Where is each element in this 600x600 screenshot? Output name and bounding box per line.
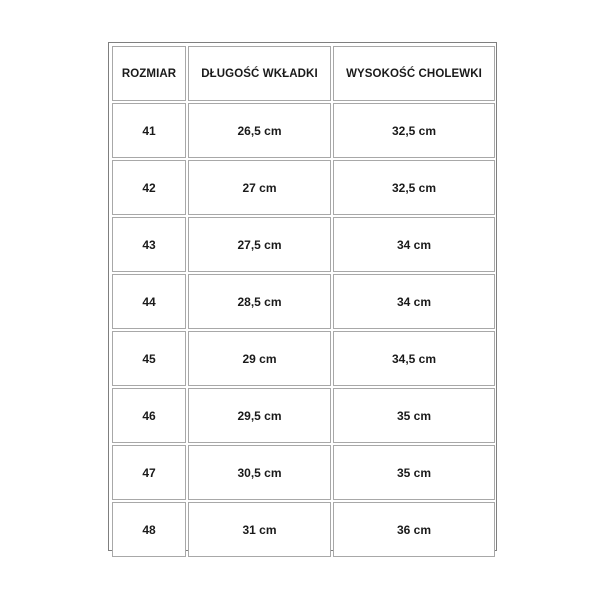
table-row (112, 103, 495, 158)
table-header-row (112, 46, 495, 101)
header-shaft-height: WYSOKOŚĆ CHOLEWKI (333, 46, 495, 101)
cell-insole-length: 27,5 cm (188, 217, 331, 272)
cell-shaft-height: 35 cm (333, 388, 495, 443)
table-row (112, 502, 495, 557)
cell-insole-length: 29 cm (188, 331, 331, 386)
header-size: ROZMIAR (112, 46, 186, 101)
cell-shaft-height: 32,5 cm (333, 103, 495, 158)
table-row (112, 217, 495, 272)
table-row (112, 445, 495, 500)
cell-insole-length: 26,5 cm (188, 103, 331, 158)
cell-shaft-height: 34 cm (333, 274, 495, 329)
cell-shaft-height: 36 cm (333, 502, 495, 557)
table-row (112, 331, 495, 386)
cell-insole-length: 31 cm (188, 502, 331, 557)
cell-size: 43 (112, 217, 186, 272)
cell-size: 46 (112, 388, 186, 443)
cell-insole-length: 29,5 cm (188, 388, 331, 443)
table-row (112, 388, 495, 443)
cell-size: 48 (112, 502, 186, 557)
cell-insole-length: 28,5 cm (188, 274, 331, 329)
cell-size: 44 (112, 274, 186, 329)
size-table-frame (108, 42, 497, 551)
cell-shaft-height: 32,5 cm (333, 160, 495, 215)
cell-size: 47 (112, 445, 186, 500)
size-table (110, 44, 497, 559)
cell-shaft-height: 34 cm (333, 217, 495, 272)
cell-insole-length: 27 cm (188, 160, 331, 215)
cell-size: 45 (112, 331, 186, 386)
table-row (112, 274, 495, 329)
cell-size: 41 (112, 103, 186, 158)
cell-shaft-height: 35 cm (333, 445, 495, 500)
cell-size: 42 (112, 160, 186, 215)
header-insole-length: DŁUGOŚĆ WKŁADKI (188, 46, 331, 101)
cell-insole-length: 30,5 cm (188, 445, 331, 500)
table-row (112, 160, 495, 215)
cell-shaft-height: 34,5 cm (333, 331, 495, 386)
